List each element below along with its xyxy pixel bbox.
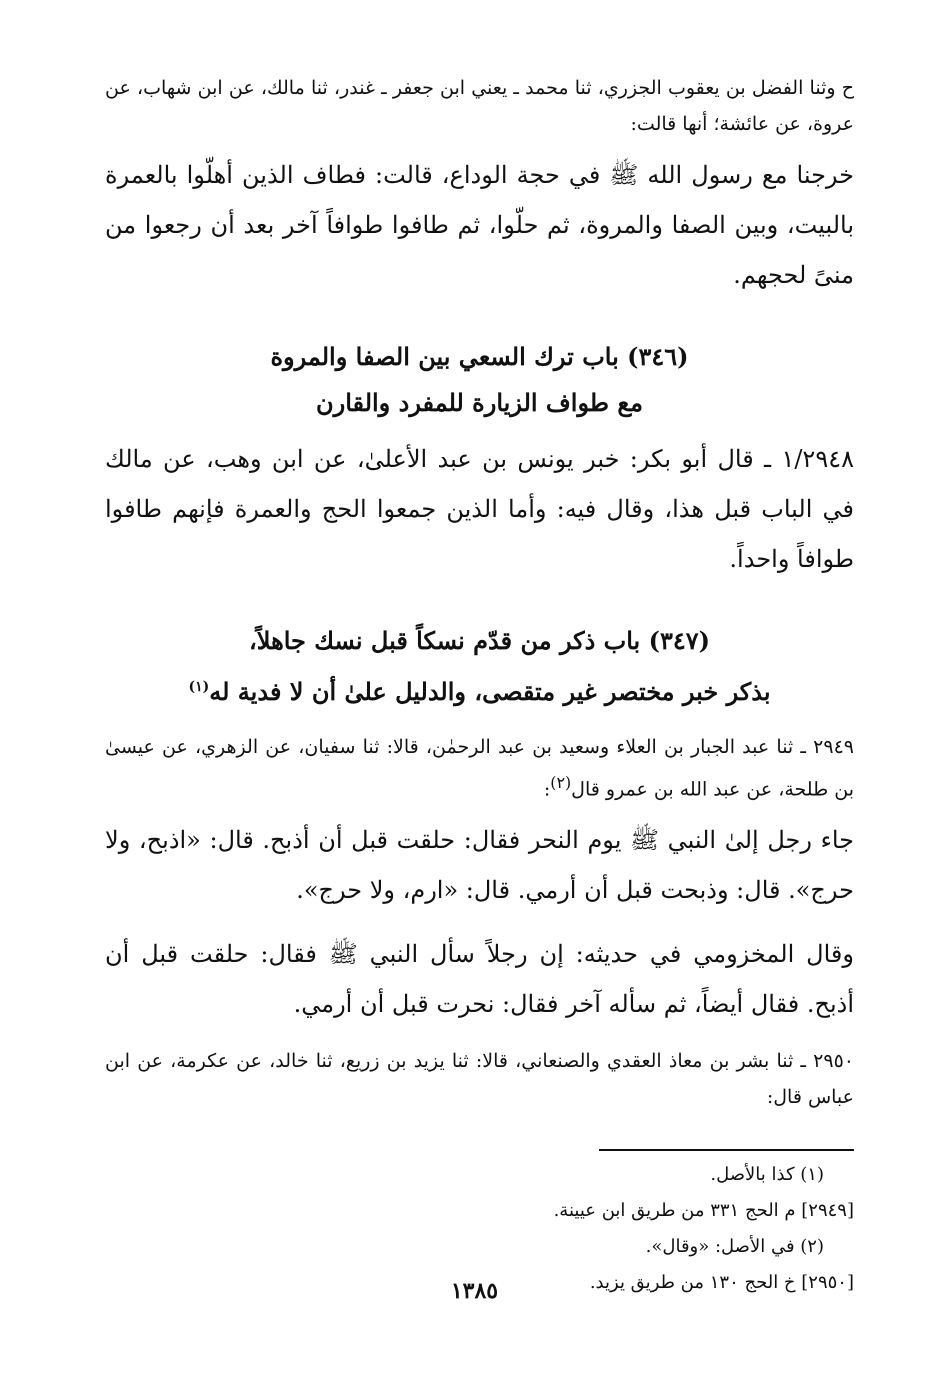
footnote-ref-2950: [٢٩٥٠] خ الحج ١٣٠ من طريق يزيد. — [589, 1272, 854, 1294]
footnote-marker: (١) — [188, 679, 210, 695]
footnote-2: (٢) في الأصل: «وقال». — [645, 1236, 824, 1258]
isnad-text: ٢٩٤٩ ـ ثنا عبد الجبار بن العلاء وسعيد بن عبد الرحمٰن، قالا: ثنا سفيان، عن الزهري، عن عيسىٰ بن طلحة، عن عبد الله بن عمرو قال — [105, 736, 854, 801]
page-number: ١٣٨٥ — [450, 1278, 499, 1304]
isnad-colon: : — [543, 778, 551, 801]
footnote-1: (١) كذا بالأصل. — [710, 1164, 824, 1186]
isnad-text: ح وثنا الفضل بن يعقوب الجزري، ثنا محمد ـ يعني ابن جعفر ـ غندر، ثنا مالك، عن ابن شهاب، عن عروة، عن عائشة؛ أنها قالت: — [105, 77, 854, 135]
heading-line — [105, 664, 854, 715]
makhzumi-text: وقال المخزومي في حديثه: إن رجلاً سأل النبي ﷺ فقال: حلقت قبل أن أذبح. فقال أيضاً، ثم سأله آخر فقال: نحرت قبل أن أرمي. — [105, 940, 854, 1019]
footnote-ref-2949: [٢٩٤٩] م الحج ٣٣١ من طريق ابن عيينة. — [553, 1200, 854, 1222]
heading-line: مع طواف الزيارة للمفرد والقارن — [316, 388, 643, 417]
footnote-divider — [599, 1149, 854, 1151]
footnote-marker: (٢) — [550, 773, 572, 792]
hadith-2949-text: جاء رجل إلىٰ النبي ﷺ يوم النحر فقال: حلقت قبل أن أذبح. قال: «اذبح، ولا حرج». قال: وذبحت قبل أن أرمي. قال: «ارم، ولا حرج». — [105, 826, 854, 905]
hadith-2948: ١/٢٩٤٨ ـ قال أبو بكر: خبر يونس بن عبد الأعلىٰ، عن ابن وهب، عن مالك في الباب قبل هذا، وقال فيه: وأما الذين جمعوا الحج والعمرة فإنهم طافوا طوافاً واحداً. — [105, 445, 854, 573]
isnad-2950: ٢٩٥٠ ـ ثنا بشر بن معاذ العقدي والصنعاني، قالا: ثنا يزيد بن زريع، ثنا خالد، عن عكرمة، عن ابن عباس قال: — [105, 1050, 854, 1109]
heading-line: (٣٤٦) باب ترك السعي بين الصفا والمروة — [270, 342, 689, 371]
chapter-heading-346 — [105, 334, 854, 426]
heading-text: بذكر خبر مختصر غير متقصى، والدليل علىٰ أن لا فدية له — [209, 677, 771, 706]
heading-line: (٣٤٧) باب ذكر من قدّم نسكاً قبل نسك جاهلاً، — [249, 626, 710, 655]
hadith-text: خرجنا مع رسول الله ﷺ في حجة الوداع، قالت: فطاف الذين أهلّوا بالعمرة بالبيت، وبين الصفا والمروة، ثم حلّوا، ثم طافوا طوافاً آخر بعد أن رجعوا من منىً لحجهم. — [105, 161, 854, 289]
chapter-heading-347 — [105, 618, 854, 715]
isnad-2949 — [105, 729, 854, 807]
